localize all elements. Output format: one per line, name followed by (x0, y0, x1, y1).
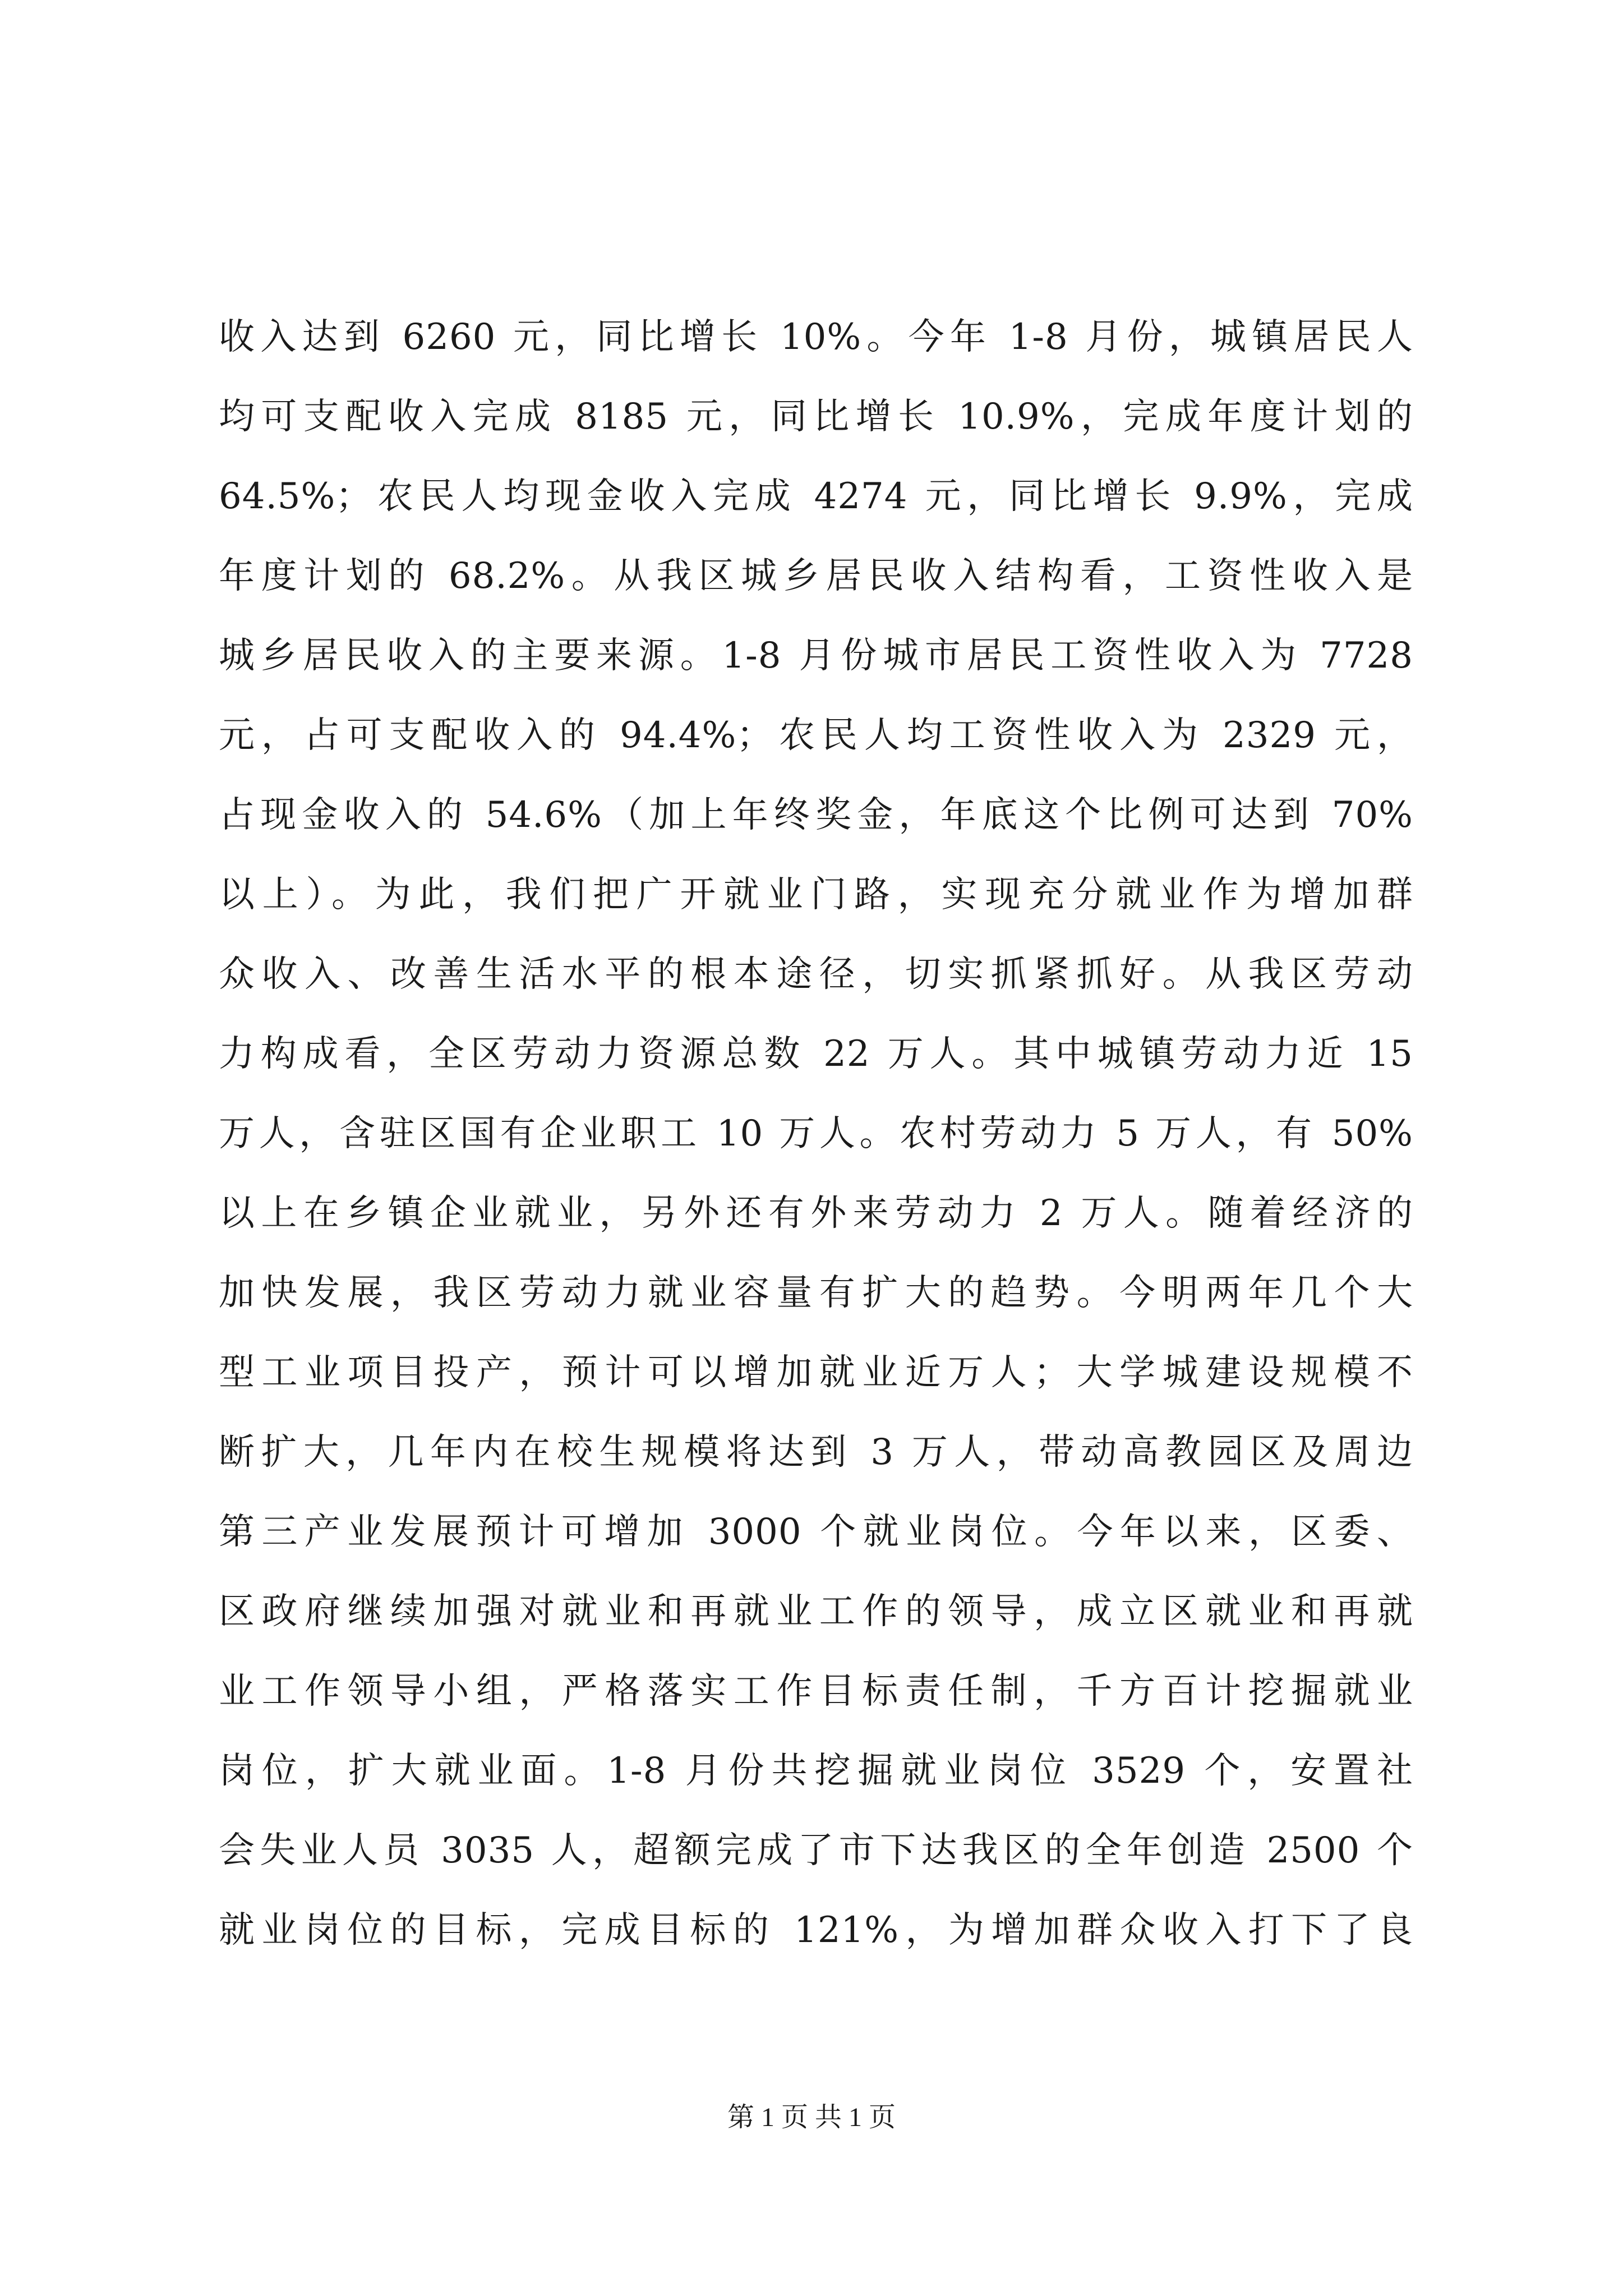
text-line: 均可支配收入完成 8185 元，同比增长 10.9%，完成年度计划的 (219, 396, 1413, 438)
text-line: 占现金收入的 54.6%（加上年终奖金，年底这个比例可达到 70% (219, 794, 1413, 836)
text-line: 以上）。为此，我们把广开就业门路，实现充分就业作为增加群 (219, 874, 1413, 915)
text-line: 以上在乡镇企业就业，另外还有外来劳动力 2 万人。随着经济的 (219, 1193, 1413, 1234)
text-line: 众收入、改善生活水平的根本途径，切实抓紧抓好。从我区劳动 (219, 954, 1413, 995)
text-line: 岗位，扩大就业面。1-8 月份共挖掘就业岗位 3529 个，安置社 (219, 1750, 1413, 1792)
text-line: 64.5%；农民人均现金收入完成 4274 元，同比增长 9.9%，完成 (219, 476, 1413, 517)
text-line: 万人，含驻区国有企业职工 10 万人。农村劳动力 5 万人，有 50% (219, 1113, 1413, 1154)
text-line: 力构成看，全区劳动力资源总数 22 万人。其中城镇劳动力近 15 (219, 1033, 1413, 1075)
text-line: 断扩大，几年内在校生规模将达到 3 万人，带动高教园区及周边 (219, 1432, 1413, 1473)
text-line: 加快发展，我区劳动力就业容量有扩大的趋势。今明两年几个大 (219, 1272, 1413, 1314)
text-line: 城乡居民收入的主要来源。1-8 月份城市居民工资性收入为 7728 (219, 635, 1413, 677)
text-line: 业工作领导小组，严格落实工作目标责任制，千方百计挖掘就业 (219, 1671, 1413, 1712)
text-line: 收入达到 6260 元，同比增长 10%。今年 1-8 月份，城镇居民人 (219, 316, 1413, 358)
text-line: 会失业人员 3035 人，超额完成了市下达我区的全年创造 2500 个 (219, 1830, 1413, 1871)
text-line: 区政府继续加强对就业和再就业工作的领导，成立区就业和再就 (219, 1591, 1413, 1632)
text-line: 就业岗位的目标，完成目标的 121%，为增加群众收入打下了良 (219, 1910, 1413, 1951)
page-footer: 第 1 页 共 1 页 (727, 2102, 896, 2132)
text-line: 年度计划的 68.2%。从我区城乡居民收入结构看，工资性收入是 (219, 555, 1413, 597)
text-line: 型工业项目投产，预计可以增加就业近万人；大学城建设规模不 (219, 1352, 1413, 1393)
text-line: 元，占可支配收入的 94.4%；农民人均工资性收入为 2329 元， (219, 715, 1413, 756)
body-text (219, 297, 1413, 1970)
text-line: 第三产业发展预计可增加 3000 个就业岗位。今年以来，区委、 (219, 1511, 1413, 1553)
